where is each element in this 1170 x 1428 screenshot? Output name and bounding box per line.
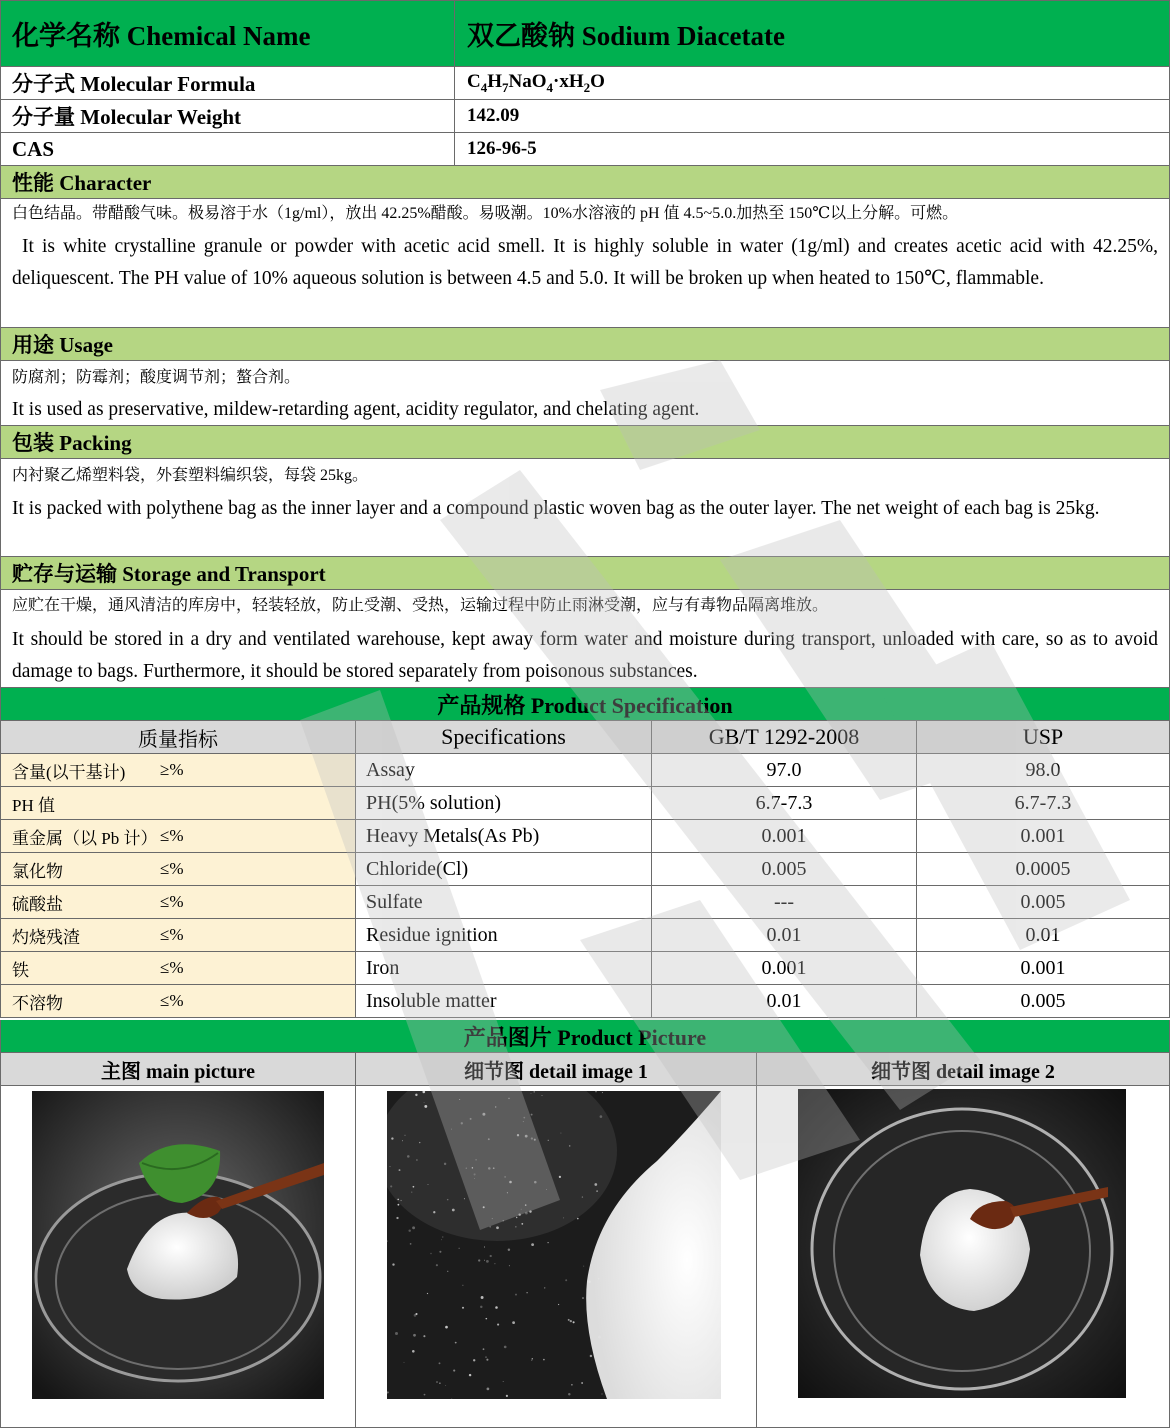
spec-name-cell: Iron [355, 952, 651, 984]
spec-quality-cell [1, 754, 355, 786]
spec-table-row [0, 853, 1170, 886]
spec-name-cell: Insoluble matter [355, 985, 651, 1017]
packing-body [0, 459, 1170, 557]
main-product-photo [32, 1091, 324, 1399]
info-row [0, 67, 1170, 100]
spec-quality-symbol: ≤% [160, 991, 184, 1010]
cas-label: CAS [12, 136, 55, 161]
spec-quality-symbol: ≤% [160, 925, 184, 944]
packing-title: 包装 Packing [12, 431, 132, 455]
spec-gb-cell: 0.01 [651, 985, 916, 1017]
spec-name-cell: PH(5% solution) [355, 787, 651, 819]
spec-quality-zh: 灼烧残渣 [12, 927, 80, 947]
spec-usp-cell: 0.005 [916, 985, 1169, 1017]
spec-quality-symbol: ≥% [160, 760, 184, 779]
character-body [0, 199, 1170, 328]
spec-usp-cell: 98.0 [916, 754, 1169, 786]
spec-quality-cell [1, 886, 355, 918]
detail-image-2 [798, 1089, 1126, 1398]
spec-name-cell: Assay [355, 754, 651, 786]
picture-heading [0, 1020, 1170, 1053]
spec-name-cell: Heavy Metals(As Pb) [355, 820, 651, 852]
spec-quality-symbol: ≤% [160, 826, 184, 845]
spec-quality-zh: 铁 [12, 960, 29, 980]
usage-title: 用途 Usage [12, 333, 113, 357]
spec-usp-cell: 0.001 [916, 952, 1169, 984]
detail-image-1 [387, 1091, 721, 1399]
character-title: 性能 Character [12, 171, 152, 195]
spec-table-row [0, 787, 1170, 820]
spec-quality-symbol: ≤% [160, 859, 184, 878]
chemical-name-value: 双乙酸钠 Sodium Diacetate [454, 1, 1169, 66]
character-text-en: It is white crystalline granule or powder with acetic acid smell. It is highly soluble in water (1g/ml) and creates acetic acid with 42.25%, deliquescent. The PH value of 10% aqueous solution is between 4.5 and 5.0. It will be broken up when heated to 150℃, flammable. [12, 236, 1158, 289]
spec-quality-cell [1, 919, 355, 951]
packing-heading [0, 426, 1170, 459]
chemical-name-row [0, 0, 1170, 67]
spec-table-row [0, 754, 1170, 787]
spec-usp-cell: 0.0005 [916, 853, 1169, 885]
spec-gb-cell: 97.0 [651, 754, 916, 786]
spec-quality-zh: 含量(以干基计) [12, 762, 126, 782]
detail-photo-2 [798, 1089, 1126, 1398]
spec-quality-cell [1, 985, 355, 1017]
spec-table-row [0, 985, 1170, 1018]
formula-label: 分子式 Molecular Formula [12, 72, 256, 96]
spec-quality-symbol: ≤% [160, 958, 184, 977]
spec-usp-cell: 0.005 [916, 886, 1169, 918]
weight-label: 分子量 Molecular Weight [12, 105, 242, 129]
formula-text: $C_4H_7NaO_4\cdot xH_2O$ [467, 70, 605, 95]
cas-value: 126-96-5 [454, 133, 1169, 165]
usage-text-zh: 防腐剂；防霉剂；酸度调节剂；螯合剂。 [12, 369, 301, 386]
spec-usp-cell: 6.7-7.3 [916, 787, 1169, 819]
spec-quality-cell [1, 820, 355, 852]
spec-gb-cell: 0.001 [651, 952, 916, 984]
spec-gb-cell: 6.7-7.3 [651, 787, 916, 819]
storage-text-zh: 应贮在干燥，通风清洁的库房中，轻装轻放，防止受潮、受热，运输过程中防止雨淋受潮，应与有毒物品隔离堆放。 [12, 597, 829, 614]
picture-header-detail-1: 细节图 detail image 1 [355, 1053, 756, 1085]
picture-header-detail-2: 细节图 detail image 2 [756, 1053, 1169, 1085]
storage-title: 贮存与运输 Storage and Transport [12, 562, 326, 586]
picture-title: 产品图片 Product Picture [463, 1024, 707, 1050]
storage-text-en: It should be stored in a dry and ventilated warehouse, kept away form water and moisture during transport, unloaded with care, so as to avoid damage to bags. Furthermore, it should be stored separately from poisonous substances. [12, 629, 1158, 682]
spec-gb-cell: 0.005 [651, 853, 916, 885]
spec-table-row [0, 820, 1170, 853]
spec-header-row [0, 721, 1170, 754]
spec-table-row [0, 952, 1170, 985]
picture-row [0, 1086, 1170, 1428]
spec-header-specifications: Specifications [355, 721, 651, 753]
weight-value: 142.09 [454, 100, 1169, 132]
usage-heading [0, 328, 1170, 361]
picture-header-row [0, 1053, 1170, 1086]
spec-quality-cell [1, 787, 355, 819]
spec-quality-zh: 重金属（以 Pb 计） [12, 828, 158, 848]
usage-body [0, 361, 1170, 426]
spec-gb-cell: 0.001 [651, 820, 916, 852]
character-heading [0, 166, 1170, 199]
character-text-zh: 白色结晶。带醋酸气味。极易溶于水（1g/ml），放出 42.25%醋酸。易吸潮。10%水溶液的 pH 值 4.5~5.0.加热至 150℃以上分解。可燃。 [12, 205, 959, 222]
spec-header-usp: USP [916, 721, 1169, 753]
formula-value [454, 67, 1169, 99]
spec-quality-zh: 硫酸盐 [12, 894, 63, 914]
spec-gb-cell: --- [651, 886, 916, 918]
spec-header-quality: 质量指标 [138, 728, 218, 751]
spec-table-row [0, 919, 1170, 952]
spec-quality-zh: 不溶物 [12, 993, 63, 1013]
storage-body [0, 590, 1170, 688]
usage-text-en: It is used as preservative, mildew-retarding agent, acidity regulator, and chelating agent. [12, 399, 700, 420]
packing-text-en: It is packed with polythene bag as the inner layer and a compound plastic woven bag as the outer layer. The net weight of each bag is 25kg. [12, 498, 1100, 519]
info-row [0, 100, 1170, 133]
spec-quality-zh: PH 值 [12, 795, 55, 815]
spec-table-row [0, 886, 1170, 919]
spec-name-cell: Residue ignition [355, 919, 651, 951]
main-product-image [32, 1091, 324, 1399]
spec-header-gb: GB/T 1292-2008 [651, 721, 916, 753]
detail-photo-1 [387, 1091, 721, 1399]
spec-title: 产品规格 Product Specification [437, 692, 733, 718]
spec-usp-cell: 0.01 [916, 919, 1169, 951]
spec-gb-cell: 0.01 [651, 919, 916, 951]
spec-heading [0, 688, 1170, 721]
spec-quality-symbol: ≤% [160, 892, 184, 911]
chemical-name-label: 化学名称 Chemical Name [12, 21, 311, 51]
packing-text-zh: 内衬聚乙烯塑料袋，外套塑料编织袋，每袋 25kg。 [12, 467, 369, 484]
spec-quality-cell [1, 853, 355, 885]
spec-usp-cell: 0.001 [916, 820, 1169, 852]
spec-quality-zh: 氯化物 [12, 861, 63, 881]
spec-quality-cell [1, 952, 355, 984]
picture-header-main: 主图 main picture [100, 1060, 256, 1083]
spec-name-cell: Chloride(Cl) [355, 853, 651, 885]
storage-heading [0, 557, 1170, 590]
info-row [0, 133, 1170, 166]
spec-name-cell: Sulfate [355, 886, 651, 918]
